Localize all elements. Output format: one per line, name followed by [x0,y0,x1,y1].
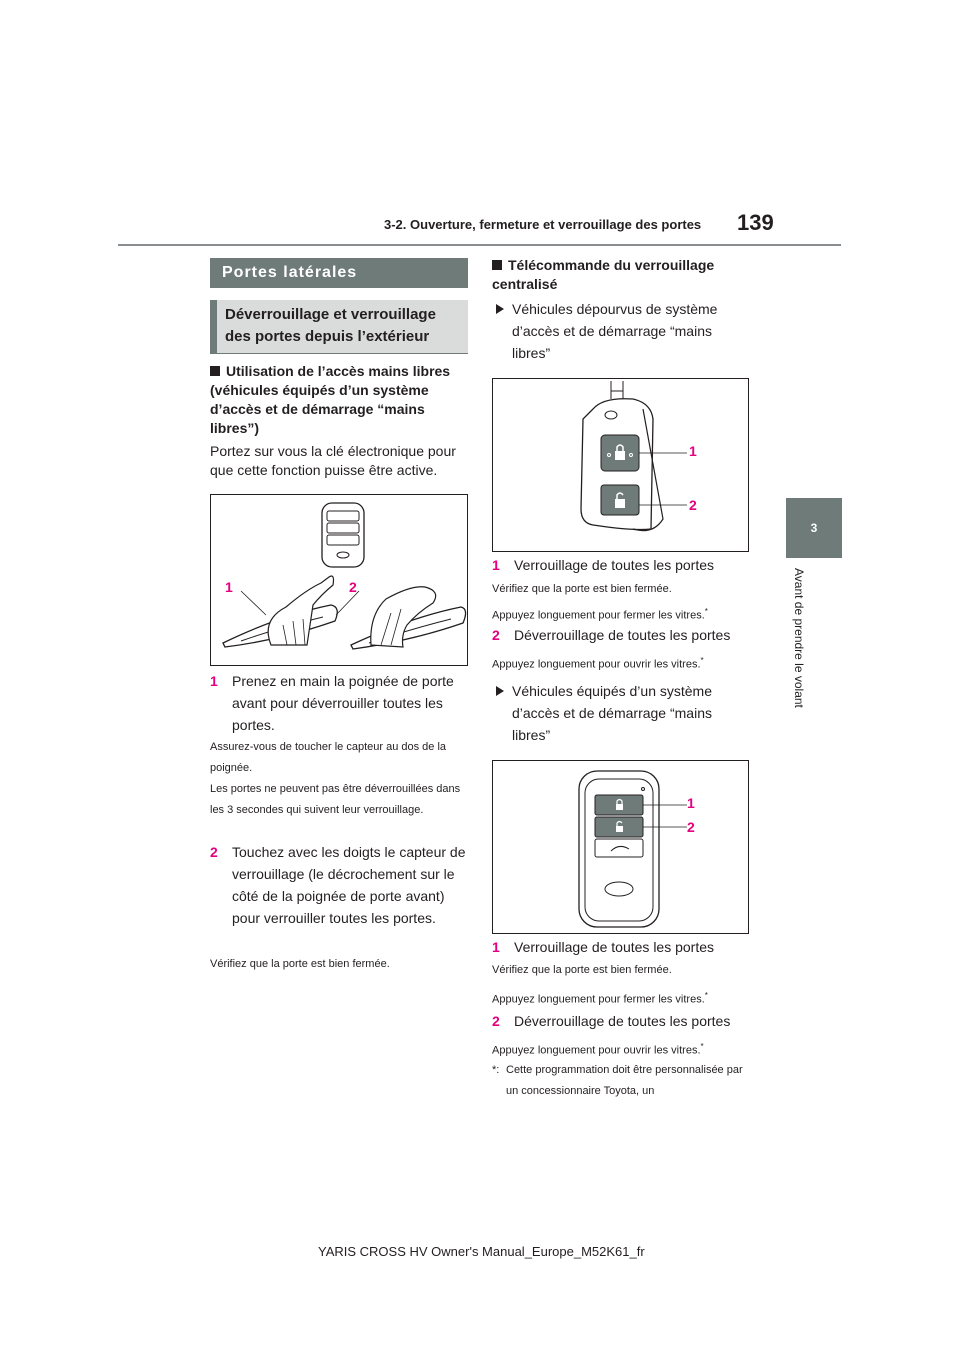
flip-key-illustration [493,379,748,551]
b-note-close-windows [492,985,750,1011]
flip-key-callout-2: 2 [689,497,697,513]
remote-heading-text: Télécommande du verrouillage centralisé [492,257,715,292]
header-rule [118,244,841,246]
smart-key-illustration [493,761,748,933]
a-step-2-text: Déverrouillage de toutes les portes [514,627,731,643]
b-step-1-text: Verrouillage de toutes les portes [514,939,715,955]
b-note-close-windows-text: Appuyez longuement pour fermer les vitres. [492,993,705,1006]
square-bullet-icon [492,260,502,270]
a-step-1-number: 1 [492,557,500,573]
b-step-2 [492,1010,750,1032]
variant-2-text: Véhicules équipés d’un système d’accès et de démarrage “mains libres” [512,683,713,743]
b-step-1 [492,936,750,958]
handsfree-heading-text: Utilisation de l’accès mains libres (véhicules équipés d’un système d’accès et de démarrage “mains libres”) [210,363,451,436]
triangle-bullet-icon [496,686,504,696]
asterisk-mark: * [700,1042,704,1051]
note-unlock-delay: Les portes ne peuvent pas être déverrouillées dans les 3 secondes qui suivent leur verrouillage. [210,783,461,816]
footnote-text: Cette programmation doit être personnalisée par un concessionnaire Toyota, un [506,1064,743,1097]
subsection-heading: Déverrouillage et verrouillage des portes depuis l’extérieur [225,306,436,345]
chapter-tab [786,498,842,558]
footnote [492,1060,750,1102]
a-note-open-windows [492,650,750,676]
figure-callout-1: 1 [225,579,233,595]
b-step-1-number: 1 [492,939,500,955]
step-1-text: Prenez en main la poignée de porte avant pour déverrouiller toutes les portes. [232,673,454,733]
step-2-text: Touchez avec les doigts le capteur de verrouillage (le décrochement sur le côté de la poignée de porte avant) pour verrouiller toutes les portes. [232,844,466,926]
intro-paragraph: Portez sur vous la clé électronique pour que cette fonction puisse être active. [210,443,456,478]
flip-key-figure [492,378,749,552]
variant-1-text: Véhicules dépourvus de système d’accès et de démarrage “mains libres” [512,301,718,361]
variant-1-heading [496,298,750,364]
subsection-heading-box [210,300,468,354]
asterisk-mark: * [700,656,704,665]
running-header-title: 3-2. Ouverture, fermeture et verrouillage des portes [384,217,702,232]
footnote-marker: *: [492,1064,500,1076]
note-sensor: Assurez-vous de toucher le capteur au dos de la poignée. [210,741,447,774]
remote-heading [492,256,750,294]
a-note-close-windows [492,601,750,627]
step-2-number: 2 [210,844,218,860]
triangle-bullet-icon [496,304,504,314]
section-heading: Portes latérales [222,264,358,281]
note-door-closed: Vérifiez que la porte est bien fermée. [210,958,390,970]
asterisk-mark: * [704,991,708,1000]
smart-key-callout-2: 2 [687,819,695,835]
door-handle-illustration [211,495,467,665]
page-number: 139 [737,210,774,235]
b-step-2-text: Déverrouillage de toutes les portes [514,1013,731,1029]
figure-callout-2: 2 [349,579,357,595]
door-handle-figure [210,494,468,666]
smart-key-figure [492,760,749,934]
a-note-door-closed: Vérifiez que la porte est bien fermée. [492,583,672,595]
a-step-2-number: 2 [492,627,500,643]
b-step-2-number: 2 [492,1013,500,1029]
step-1 [210,670,468,736]
square-bullet-icon [210,366,220,376]
b-note-open-windows-text: Appuyez longuement pour ouvrir les vitres. [492,1044,701,1057]
section-heading-box [210,258,468,288]
a-note-close-windows-text: Appuyez longuement pour fermer les vitres. [492,609,705,622]
step-2 [210,841,468,929]
a-step-1-text: Verrouillage de toutes les portes [514,557,715,573]
chapter-number: 3 [810,521,818,535]
variant-2-heading [496,680,750,746]
a-step-2 [492,624,750,646]
asterisk-mark: * [704,607,708,616]
manual-footer: YARIS CROSS HV Owner's Manual_Europe_M52K61_fr [318,1244,645,1259]
a-step-1 [492,554,750,576]
handsfree-heading [210,362,468,438]
chapter-title: Avant de prendre le volant [792,568,806,708]
step-1-number: 1 [210,673,218,689]
b-note-door-closed: Vérifiez que la porte est bien fermée. [492,964,672,976]
flip-key-callout-1: 1 [689,443,697,459]
b-note-open-windows [492,1036,750,1062]
a-note-open-windows-text: Appuyez longuement pour ouvrir les vitres. [492,658,701,671]
smart-key-callout-1: 1 [687,795,695,811]
